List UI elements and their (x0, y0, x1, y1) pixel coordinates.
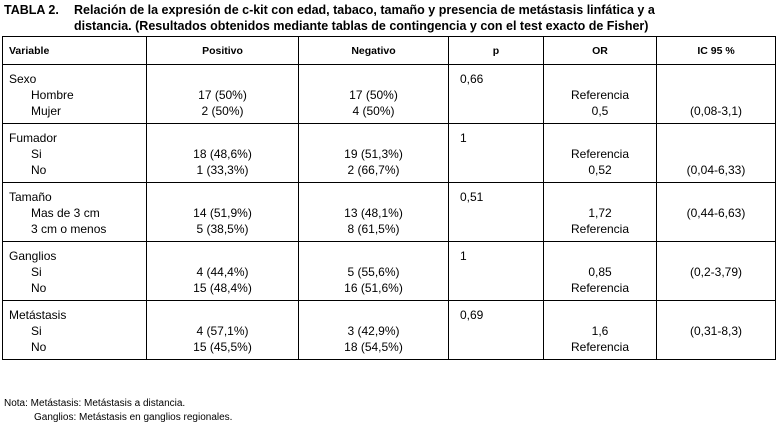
row-label: Mas de 3 cm (3, 205, 147, 221)
cell-positivo (147, 65, 299, 88)
cell-or: 1,6 (544, 323, 657, 339)
table-row (3, 205, 776, 221)
cell-or: 0,52 (544, 162, 657, 183)
cell-ic: (0,44-6,63) (657, 205, 776, 221)
cell-p (449, 205, 544, 221)
cell-p (449, 87, 544, 103)
header-negativo: Negativo (299, 37, 449, 65)
row-label: Si (3, 323, 147, 339)
cell-ic (657, 183, 776, 206)
group-header-row (3, 183, 776, 206)
cell-p (449, 221, 544, 242)
table-row (3, 146, 776, 162)
cell-or: Referencia (544, 221, 657, 242)
cell-p: 1 (449, 124, 544, 147)
row-label: Mujer (3, 103, 147, 124)
group-variable: Fumador (3, 124, 147, 147)
cell-ic: (0,08-3,1) (657, 103, 776, 124)
cell-ic (657, 301, 776, 324)
cell-p (449, 339, 544, 360)
header-p: p (449, 37, 544, 65)
group-header-row (3, 124, 776, 147)
cell-ic (657, 124, 776, 147)
cell-positivo: 4 (44,4%) (147, 264, 299, 280)
cell-or: Referencia (544, 339, 657, 360)
cell-negativo: 3 (42,9%) (299, 323, 449, 339)
note-line-1: Nota: Metástasis: Metástasis a distancia. (4, 398, 186, 409)
cell-positivo: 1 (33,3%) (147, 162, 299, 183)
cell-positivo: 15 (45,5%) (147, 339, 299, 360)
caption-label: TABLA 2. (4, 3, 59, 17)
cell-or (544, 301, 657, 324)
cell-negativo: 5 (55,6%) (299, 264, 449, 280)
cell-ic (657, 87, 776, 103)
header-ic95: IC 95 % (657, 37, 776, 65)
row-label: Hombre (3, 87, 147, 103)
cell-negativo (299, 124, 449, 147)
row-label: Si (3, 146, 147, 162)
header-positivo: Positivo (147, 37, 299, 65)
cell-p (449, 103, 544, 124)
cell-p (449, 280, 544, 301)
cell-or: 1,72 (544, 205, 657, 221)
cell-ic (657, 242, 776, 265)
cell-positivo (147, 242, 299, 265)
table-row (3, 264, 776, 280)
cell-or: Referencia (544, 280, 657, 301)
cell-positivo (147, 301, 299, 324)
cell-positivo: 18 (48,6%) (147, 146, 299, 162)
cell-p: 1 (449, 242, 544, 265)
cell-negativo (299, 301, 449, 324)
cell-ic (657, 221, 776, 242)
row-label: No (3, 280, 147, 301)
group-header-row (3, 301, 776, 324)
cell-ic: (0,31-8,3) (657, 323, 776, 339)
cell-negativo: 16 (51,6%) (299, 280, 449, 301)
cell-p (449, 264, 544, 280)
cell-p: 0,51 (449, 183, 544, 206)
row-label: Si (3, 264, 147, 280)
cell-or (544, 242, 657, 265)
table-body (3, 65, 776, 360)
table-row (3, 221, 776, 242)
header-or: OR (544, 37, 657, 65)
group-variable: Tamaño (3, 183, 147, 206)
cell-negativo: 2 (66,7%) (299, 162, 449, 183)
cell-negativo: 17 (50%) (299, 87, 449, 103)
cell-p: 0,66 (449, 65, 544, 88)
group-variable: Ganglios (3, 242, 147, 265)
cell-or: Referencia (544, 146, 657, 162)
cell-ic: (0,04-6,33) (657, 162, 776, 183)
cell-or: 0,5 (544, 103, 657, 124)
table-row (3, 280, 776, 301)
cell-positivo: 5 (38,5%) (147, 221, 299, 242)
cell-ic (657, 280, 776, 301)
cell-or: Referencia (544, 87, 657, 103)
cell-positivo: 14 (51,9%) (147, 205, 299, 221)
group-variable: Sexo (3, 65, 147, 88)
table-row (3, 87, 776, 103)
cell-ic (657, 339, 776, 360)
cell-p: 0,69 (449, 301, 544, 324)
cell-negativo: 13 (48,1%) (299, 205, 449, 221)
cell-or: 0,85 (544, 264, 657, 280)
table-row (3, 323, 776, 339)
cell-p (449, 323, 544, 339)
group-header-row (3, 65, 776, 88)
cell-positivo: 15 (48,4%) (147, 280, 299, 301)
cell-ic: (0,2-3,79) (657, 264, 776, 280)
cell-negativo: 8 (61,5%) (299, 221, 449, 242)
header-row (3, 37, 776, 65)
group-variable: Metástasis (3, 301, 147, 324)
row-label: No (3, 339, 147, 360)
cell-negativo (299, 242, 449, 265)
cell-ic (657, 146, 776, 162)
cell-or (544, 183, 657, 206)
cell-negativo (299, 183, 449, 206)
table-row (3, 339, 776, 360)
table-row (3, 162, 776, 183)
cell-positivo (147, 124, 299, 147)
caption-line-1: Relación de la expresión de c-kit con edad, tabaco, tamaño y presencia de metástasis linfática y a (74, 3, 655, 17)
cell-positivo (147, 183, 299, 206)
cell-negativo: 18 (54,5%) (299, 339, 449, 360)
row-label: No (3, 162, 147, 183)
table-notes (4, 397, 232, 425)
caption-line-2: distancia. (Resultados obtenidos mediante tablas de contingencia y con el test exacto de Fisher) (74, 19, 649, 33)
cell-positivo: 2 (50%) (147, 103, 299, 124)
cell-negativo (299, 65, 449, 88)
cell-ic (657, 65, 776, 88)
note-line-2: Ganglios: Metástasis en ganglios regionales. (34, 412, 233, 423)
cell-p (449, 146, 544, 162)
group-header-row (3, 242, 776, 265)
cell-or (544, 65, 657, 88)
cell-negativo: 4 (50%) (299, 103, 449, 124)
table-caption (4, 2, 774, 34)
cell-negativo: 19 (51,3%) (299, 146, 449, 162)
cell-positivo: 17 (50%) (147, 87, 299, 103)
cell-positivo: 4 (57,1%) (147, 323, 299, 339)
cell-p (449, 162, 544, 183)
row-label: 3 cm o menos (3, 221, 147, 242)
cell-or (544, 124, 657, 147)
data-table (2, 36, 776, 360)
header-variable: Variable (3, 37, 147, 65)
table-row (3, 103, 776, 124)
